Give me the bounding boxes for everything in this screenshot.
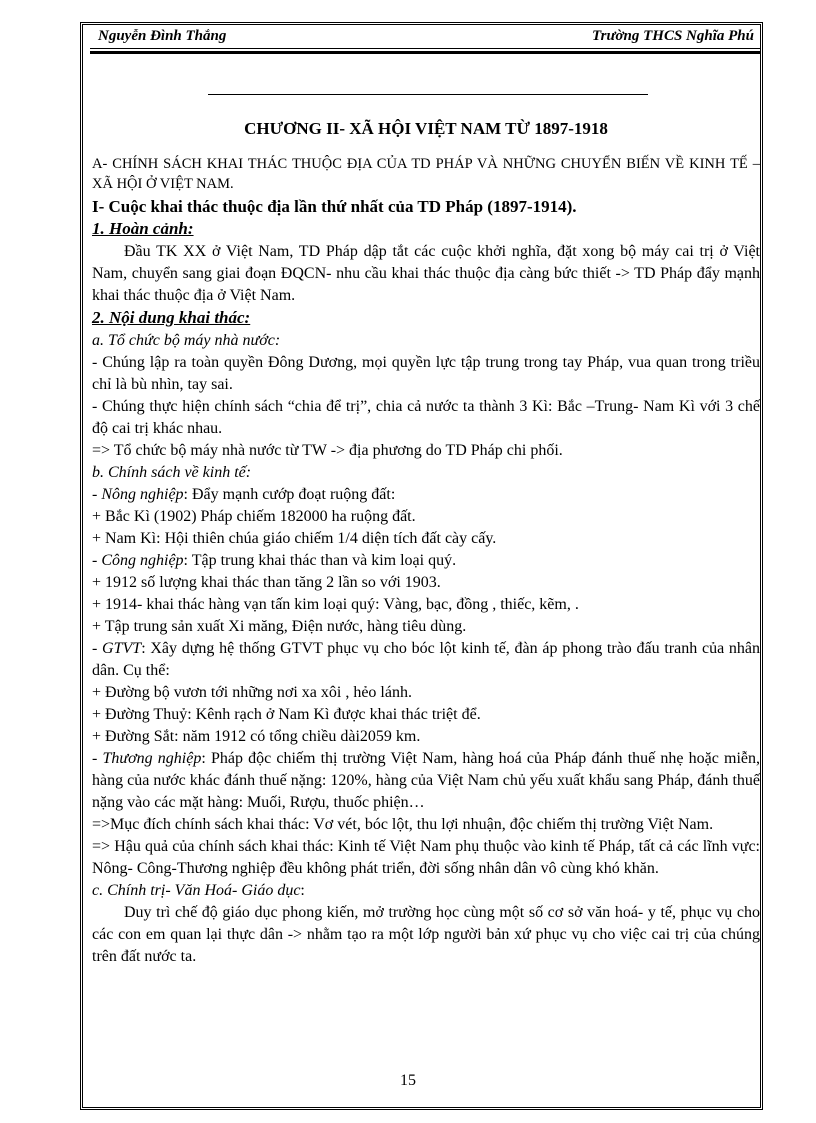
politics-paragraph: Duy trì chế độ giáo dục phong kiến, mở trường học cùng một số cơ sở văn hoá- y tế, phục vụ cho các con em quan lại thực dân -> nhằm tạo ra một lớp người bản xứ phục vụ cho việc cai trị của chúng trên đất nước ta.	[92, 904, 760, 965]
chapter-title: CHƯƠNG II- XÃ HỘI VIỆT NAM TỪ 1897-1918	[244, 119, 608, 138]
context-paragraph: Đầu TK XX ở Việt Nam, TD Pháp dập tắt các cuộc khởi nghĩa, đặt xong bộ máy cai trị ở Việt Nam, chuyển sang giai đoạn ĐQCN- nhu cầu khai thác thuộc địa càng bức thiết -> TD Pháp đẩy mạnh khai thác thuộc địa ở Việt Nam.	[92, 243, 760, 304]
state-item-2: - Chúng thực hiện chính sách “chia để trị”, chia cả nước ta thành 3 Kì: Bắc –Trung- Nam Kì với 3 chế độ cai trị khác nhau.	[92, 398, 760, 437]
section-a-heading: A- CHÍNH SÁCH KHAI THÁC THUỘC ĐỊA CỦA TD PHÁP VÀ NHỮNG CHUYỂN BIẾN VỀ KINH TẾ – XÃ HỘI Ở VIỆT NAM.	[92, 156, 760, 192]
agriculture-text: : Đẩy mạnh cướp đoạt ruộng đất:	[183, 486, 396, 503]
heading-content: 2. Nội dung khai thác:	[92, 308, 251, 327]
industry-line	[92, 550, 760, 572]
section-i-heading: I- Cuộc khai thác thuộc địa lần thứ nhất của TD Pháp (1897-1914).	[92, 197, 577, 216]
subheading-economy: b. Chính sách về kinh tế:	[92, 464, 252, 481]
page-number: 15	[400, 1072, 416, 1089]
result-paragraph: => Hậu quả của chính sách khai thác: Kinh tế Việt Nam phụ thuộc vào kinh tế Pháp, tất cả các lĩnh vực: Nông- Công-Thương nghiệp đều không phát triển, đời sống nhân dân vô cùng khó khăn.	[92, 838, 760, 877]
agriculture-item-2: + Nam Kì: Hội thiên chúa giáo chiếm 1/4 diện tích đất cày cấy.	[92, 530, 497, 547]
state-item-1: - Chúng lập ra toàn quyền Đông Dương, mọi quyền lực tập trung trong tay Pháp, vua quan trong triều chỉ là bù nhìn, tay sai.	[92, 354, 760, 393]
agriculture-item-1: + Bắc Kì (1902) Pháp chiếm 182000 ha ruộng đất.	[92, 508, 416, 525]
transport-text: : Xây dựng hệ thống GTVT phục vụ cho bóc lột kinh tế, đàn áp phong trào đấu tranh của nhân dân. Cụ thể:	[92, 640, 761, 679]
subheading-state-apparatus: a. Tổ chức bộ máy nhà nước:	[92, 332, 281, 349]
trade-text: : Pháp độc chiếm thị trường Việt Nam, hàng hoá của Pháp đánh thuế nhẹ hoặc miễn, hàng của nước khác đánh thuế nặng: 120%, hàng của Việt Nam chủ yếu xuất khẩu sang Pháp, đánh thuế nặng vào các mặt hàng: Muối, Rượu, thuốc phiện…	[92, 750, 761, 811]
industry-item-3: + Tập trung sản xuất Xi măng, Điện nước, hàng tiêu dùng.	[92, 618, 467, 635]
agriculture-line	[92, 484, 760, 506]
transport-item-3: + Đường Sắt: năm 1912 có tổng chiều dài2059 km.	[92, 728, 421, 745]
industry-item-2: + 1914- khai thác hàng vạn tấn kim loại quý: Vàng, bạc, đồng , thiếc, kẽm, .	[92, 596, 579, 613]
header-rule-thick	[90, 51, 760, 54]
transport-item-2: + Đường Thuỷ: Kênh rạch ở Nam Kì được khai thác triệt để.	[92, 706, 481, 723]
header-school: Trường THCS Nghĩa Phú	[592, 28, 754, 44]
industry-item-1: + 1912 số lượng khai thác than tăng 2 lần so với 1903.	[92, 574, 441, 591]
state-conclusion: => Tổ chức bộ máy nhà nước từ TW -> địa phương do TD Pháp chi phối.	[92, 442, 563, 459]
transport-label: - GTVT	[92, 640, 142, 657]
header-author: Nguyễn Đình Thắng	[98, 28, 227, 44]
title-rule	[208, 94, 648, 95]
industry-label: - Công nghiệp	[92, 552, 184, 569]
trade-line	[92, 748, 760, 814]
industry-text: : Tập trung khai thác than và kim loại quý.	[183, 552, 457, 569]
transport-item-1: + Đường bộ vươn tới những nơi xa xôi , hẻo lánh.	[92, 684, 412, 701]
subheading-politics-colon: :	[300, 882, 305, 899]
heading-context: 1. Hoàn cảnh:	[92, 219, 194, 238]
subheading-politics: c. Chính trị- Văn Hoá- Giáo dục	[92, 882, 301, 899]
purpose-paragraph: =>Mục đích chính sách khai thác: Vơ vét, bóc lột, thu lợi nhuận, độc chiếm thị trường Việt Nam.	[92, 816, 714, 833]
document-body	[92, 110, 760, 968]
subheading-politics-line	[92, 880, 760, 902]
transport-line	[92, 638, 760, 682]
trade-label: - Thương nghiệp	[92, 750, 202, 767]
header-rule	[90, 48, 760, 49]
agriculture-label: - Nông nghiệp	[92, 486, 184, 503]
